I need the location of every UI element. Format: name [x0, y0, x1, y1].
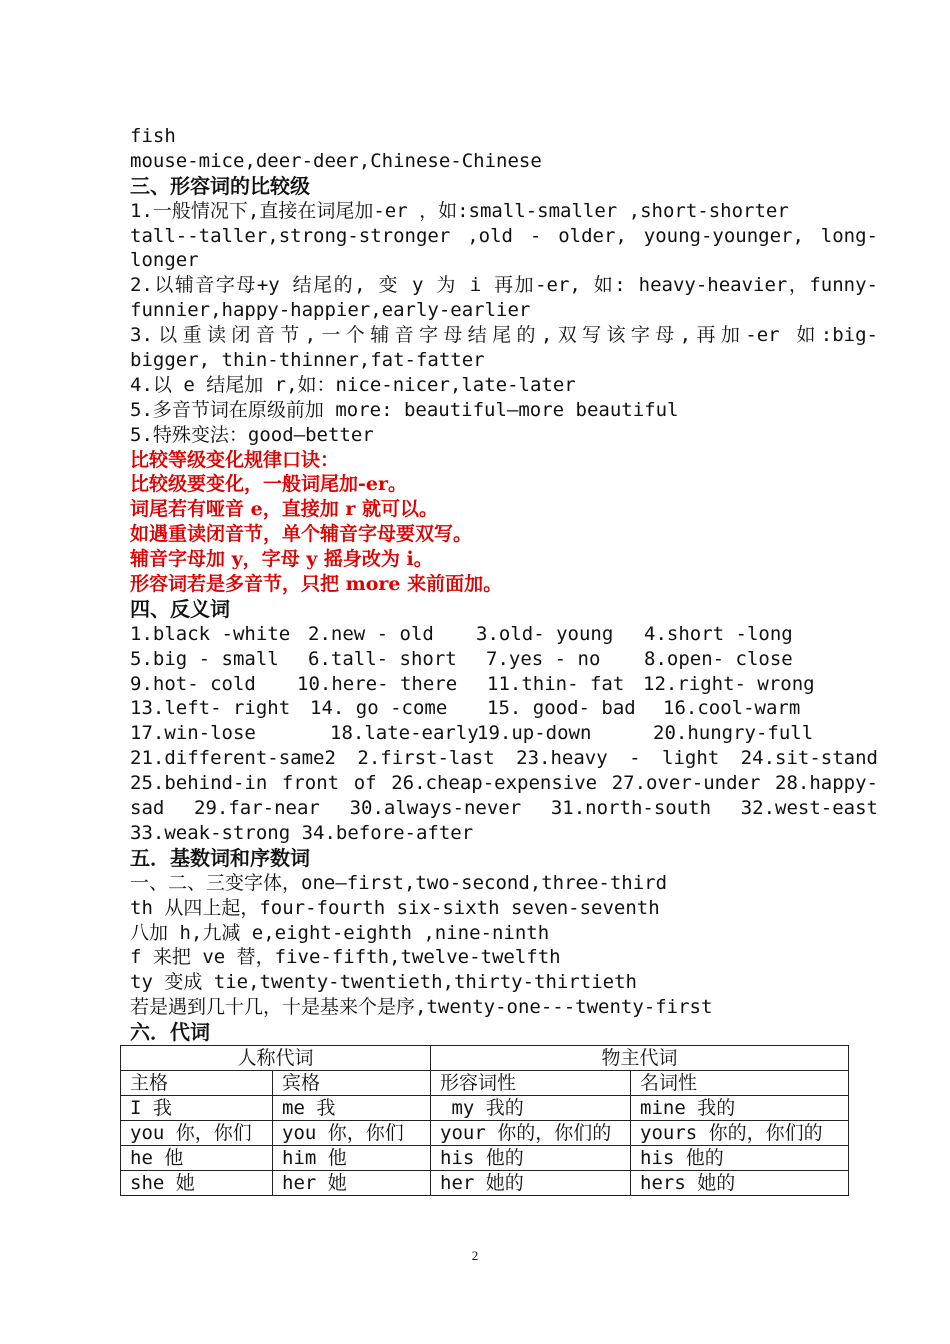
- antonym-row: [130, 696, 878, 721]
- table-cell: your 你的，你们的: [431, 1121, 631, 1146]
- antonym-line: 25.behind-in front of 26.cheap-expensive 27.over-under 28.happy-: [130, 772, 878, 795]
- antonym-pair: 1.black -white: [130, 622, 291, 645]
- document-body: [130, 124, 878, 1045]
- rule-line: longer: [130, 249, 199, 272]
- antonym-pair: 3.old- young: [476, 622, 614, 645]
- table-cell: her 她: [273, 1171, 431, 1196]
- table-row: [121, 1096, 849, 1121]
- rule-line: 4.以 e 结尾加 r,如：nice-nicer,late-later: [130, 373, 576, 396]
- column-header: 主格: [121, 1071, 273, 1096]
- antonym-pair: 13.left- right: [130, 697, 291, 720]
- rhyme-line: 比较等级变化规律口诀：: [130, 448, 340, 471]
- rule-line: 1.一般情况下,直接在词尾加-er ，如:small-smaller ,short-shorter: [130, 199, 789, 222]
- rule-line: 2.以辅音字母+y 结尾的, 变 y 为 i 再加-er, 如: heavy-heavier，funny-: [130, 274, 878, 297]
- table-cell: you 你，你们: [273, 1121, 431, 1146]
- table-cell: yours 你的，你们的: [631, 1121, 849, 1146]
- numeral-line: 一、二、三变字体，one—first,two-second,three-third: [130, 871, 668, 894]
- rhyme-line: 如遇重读闭音节，单个辅音字母要双写。: [130, 523, 473, 546]
- pronoun-table: [120, 1045, 849, 1196]
- rule-line: 3.以重读闭音节,一个辅音字母结尾的,双写该字母,再加-er 如:big-: [130, 324, 878, 347]
- antonym-line: 21.different-same2 2.first-last 23.heavy - light 24.sit-stand: [130, 747, 878, 770]
- numeral-line: 八加 h,九减 e,eight-eighth ,nine-ninth: [130, 921, 550, 944]
- antonym-pair: 10.here- there: [297, 672, 458, 695]
- text-line: mouse-mice,deer-deer,Chinese-Chinese: [130, 149, 542, 172]
- rhyme-line: 形容词若是多音节，只把 more 来前面加。: [130, 573, 503, 596]
- antonym-row: [130, 622, 878, 647]
- numeral-line: th 从四上起，four-fourth six-sixth seven-seventh: [130, 896, 660, 919]
- rhyme-line: 比较级要变化，一般词尾加-er。: [130, 473, 407, 496]
- column-header: 宾格: [273, 1071, 431, 1096]
- antonym-pair: 5.big - small: [130, 647, 279, 670]
- rule-line: tall--taller,strong-stronger ,old - older, young-younger, long-: [130, 224, 878, 247]
- table-cell: me 我: [273, 1096, 431, 1121]
- antonym-pair: 17.win-lose: [130, 722, 256, 745]
- rhyme-line: 辅音字母加 y，字母 y 摇身改为 i。: [130, 548, 433, 571]
- table-cell: you 你，你们: [121, 1121, 273, 1146]
- antonym-pair: 2.new - old: [308, 622, 434, 645]
- antonym-pair: 4.short -long: [644, 622, 793, 645]
- table-cell: mine 我的: [631, 1096, 849, 1121]
- column-header: 形容词性: [431, 1071, 631, 1096]
- numeral-line: f 来把 ve 替，five-fifth,twelve-twelfth: [130, 946, 561, 969]
- antonym-pair: 19.up-down: [477, 722, 592, 745]
- section-heading-antonyms: 四、反义词: [130, 596, 230, 621]
- antonym-row: [130, 721, 878, 746]
- antonym-pair: 18.late-early: [330, 722, 479, 745]
- rule-line: 5.特殊变法：good—better: [130, 423, 374, 446]
- section-heading-comparatives: 三、形容词的比较级: [130, 173, 310, 198]
- table-cell: she 她: [121, 1171, 273, 1196]
- table-cell: he 他: [121, 1146, 273, 1171]
- rule-line: bigger, thin-thinner,fat-fatter: [130, 349, 485, 372]
- section-heading-pronouns: 六．代词: [130, 1020, 210, 1045]
- antonym-pair: 8.open- close: [644, 647, 793, 670]
- table-cell: her 她的: [431, 1171, 631, 1196]
- table-row: [121, 1071, 849, 1096]
- antonym-row: [130, 647, 878, 672]
- antonym-pair: 11.thin- fat: [487, 672, 625, 695]
- text-line: fish: [130, 125, 176, 147]
- rule-line: 5.多音节词在原级前加 more: beautiful—more beautiful: [130, 398, 679, 421]
- section-heading-numerals: 五．基数词和序数词: [130, 845, 310, 870]
- antonym-line: sad 29.far-near 30.always-never 31.north-south 32.west-east: [130, 797, 878, 820]
- table-cell: hers 她的: [631, 1171, 849, 1196]
- antonym-pair: 15. good- bad: [487, 697, 636, 720]
- rule-line: funnier,happy-happier,early-earlier: [130, 299, 531, 322]
- table-cell: his 他的: [631, 1146, 849, 1171]
- table-cell: my 我的: [431, 1096, 631, 1121]
- antonym-line: 33.weak-strong 34.before-after: [130, 821, 474, 844]
- page-number: 2: [471, 1248, 479, 1263]
- table-cell: him 他: [273, 1146, 431, 1171]
- antonym-pair: 6.tall- short: [308, 647, 457, 670]
- column-header: 名词性: [631, 1071, 849, 1096]
- antonym-pair: 20.hungry-full: [653, 722, 814, 745]
- table-cell: I 我: [121, 1096, 273, 1121]
- numeral-line: ty 变成 tie,twenty-twentieth,thirty-thirtieth: [130, 971, 637, 994]
- table-row: [121, 1046, 849, 1071]
- antonym-pair: 16.cool-warm: [663, 697, 801, 720]
- numeral-line: 若是遇到几十几，十是基来个是序,twenty-one---twenty-first: [130, 996, 713, 1019]
- antonym-pair: 9.hot- cold: [130, 672, 256, 695]
- antonym-pair: 12.right- wrong: [643, 672, 815, 695]
- table-row: [121, 1121, 849, 1146]
- antonym-row: [130, 672, 878, 697]
- antonym-pair: 14. go -come: [310, 697, 448, 720]
- possessive-pronoun-header: 物主代词: [431, 1046, 849, 1071]
- antonym-pair: 7.yes - no: [486, 647, 601, 670]
- personal-pronoun-header: 人称代词: [121, 1046, 431, 1071]
- table-row: [121, 1146, 849, 1171]
- rhyme-line: 词尾若有哑音 e，直接加 r 就可以。: [130, 498, 438, 521]
- table-cell: his 他的: [431, 1146, 631, 1171]
- table-row: [121, 1171, 849, 1196]
